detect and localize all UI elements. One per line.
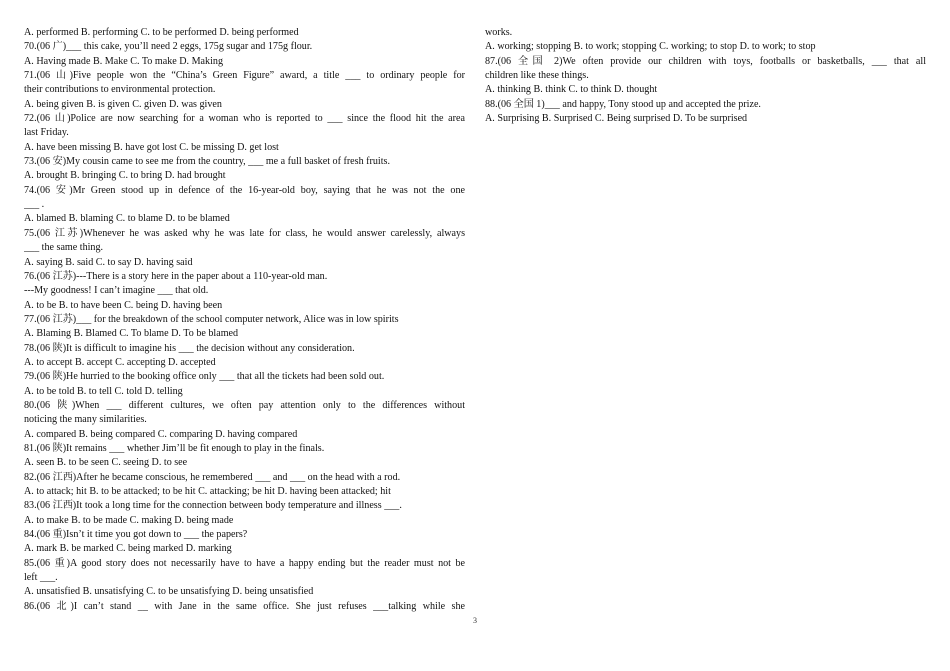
text-line: 82.(06 江西)After he became conscious, he remembered ___ and ___ on the head with a rod. — [24, 471, 401, 483]
page-number: 3 — [473, 616, 477, 625]
text-line: A. being given B. is given C. given D. was given — [24, 98, 222, 110]
text-line: A. Having made B. Make C. To make D. Making — [24, 55, 223, 67]
text-line: 72.(06 山)Police are now searching for a woman who is reported to ___ since the flood hit the area — [24, 113, 465, 125]
text-line: 70.(06 广)___ this cake, you’ll need 2 eggs, 175g sugar and 175g flour. — [24, 41, 313, 53]
text-line: ___ the same thing. — [24, 242, 104, 254]
text-line: A. to make B. to be made C. making D. being made — [24, 514, 234, 526]
text-line: A. unsatisfied B. unsatisfying C. to be unsatisfying D. being unsatisfied — [24, 586, 314, 598]
text-line: A. to be told B. to tell C. told D. telling — [24, 385, 183, 397]
text-line: 83.(06 江西)It took a long time for the connection between body temperature and illness ___. — [24, 500, 402, 512]
text-line: A. working; stopping B. to work; stopping C. working; to stop D. to work; to stop — [485, 41, 816, 53]
text-line: 84.(06 重)Isn’t it time you got down to ___ the papers? — [24, 529, 248, 541]
text-line: last Friday. — [24, 127, 69, 139]
right-column — [485, 26, 926, 126]
text-line: A. thinking B. think C. to think D. thought — [485, 84, 658, 96]
text-line: 74.(06 安)Mr Green stood up in defence of the 16-year-old boy, saying that he was not the one — [24, 184, 465, 196]
text-line: A. mark B. be marked C. being marked D. marking — [24, 543, 232, 555]
text-line: 76.(06 江苏)---There is a story here in the paper about a 110-year-old man. — [24, 270, 328, 282]
text-line: A. to attack; hit B. to be attacked; to be hit C. attacking; be hit D. having been attacked; hit — [24, 486, 391, 497]
text-line: A. to be B. to have been C. being D. having been — [24, 299, 223, 311]
text-line: 78.(06 陕)It is difficult to imagine his ___ the decision without any consideration. — [24, 342, 355, 354]
text-line: 88.(06 全国 1)___ and happy, Tony stood up and accepted the prize. — [485, 98, 761, 110]
text-line: 85.(06 重)A good story does not necessarily have to have a happy ending but the reader must not be — [24, 557, 465, 569]
text-line: 75.(06 江苏)Whenever he was asked why he was late for class, he would answer carelessly, always — [24, 227, 465, 239]
text-line: 71.(06 山)Five people won the “China’s Green Figure” award, a title ___ to ordinary people for — [24, 70, 465, 82]
text-line: 80.(06 陕)When ___ different cultures, we often pay attention only to the differences without — [24, 399, 465, 411]
text-line: A. performed B. performing C. to be performed D. being performed — [24, 27, 299, 38]
text-line: ___ . — [24, 199, 45, 211]
text-line: A. blamed B. blaming C. to blame D. to be blamed — [24, 213, 230, 225]
text-line: A. saying B. said C. to say D. having said — [24, 256, 193, 268]
text-line: children like these things. — [485, 70, 589, 82]
text-line: their contributions to environmental protection. — [24, 84, 216, 96]
text-line: 86.(06 北)I can’t stand __ with Jane in the same office. She just refuses ___talking while she — [24, 600, 465, 612]
text-line: 77.(06 江苏)___ for the breakdown of the school computer network, Alice was in low spirits — [24, 313, 399, 325]
text-line: A. to accept B. accept C. accepting D. accepted — [24, 356, 216, 368]
text-line: ---My goodness! I can’t imagine ___ that old. — [24, 285, 209, 297]
text-line: A. Blaming B. Blamed C. To blame D. To be blamed — [24, 328, 239, 340]
text-line: A. seen B. to be seen C. seeing D. to see — [24, 457, 188, 469]
text-line: noticing the many similarities. — [24, 414, 147, 426]
text-line: A. have been missing B. have got lost C. be missing D. get lost — [24, 141, 279, 153]
text-line: 79.(06 陕)He hurried to the booking office only ___ that all the tickets had been sold out. — [24, 371, 385, 383]
text-line: works. — [485, 27, 513, 38]
text-line: A. compared B. being compared C. comparing D. having compared — [24, 428, 298, 440]
left-column — [24, 26, 465, 614]
text-line: left ___. — [24, 572, 58, 584]
text-line: 73.(06 安)My cousin came to see me from the country, ___ me a full basket of fresh fruits. — [24, 156, 390, 168]
text-line: A. brought B. bringing C. to bring D. had brought — [24, 170, 226, 182]
text-line: 81.(06 陕)It remains ___ whether Jim’ll be fit enough to play in the finals. — [24, 442, 325, 454]
text-line: A. Surprising B. Surprised C. Being surprised D. To be surprised — [485, 113, 748, 125]
text-line: 87.(06 全国 2)We often provide our children with toys, footballs or basketballs, ___ that all — [485, 55, 926, 67]
